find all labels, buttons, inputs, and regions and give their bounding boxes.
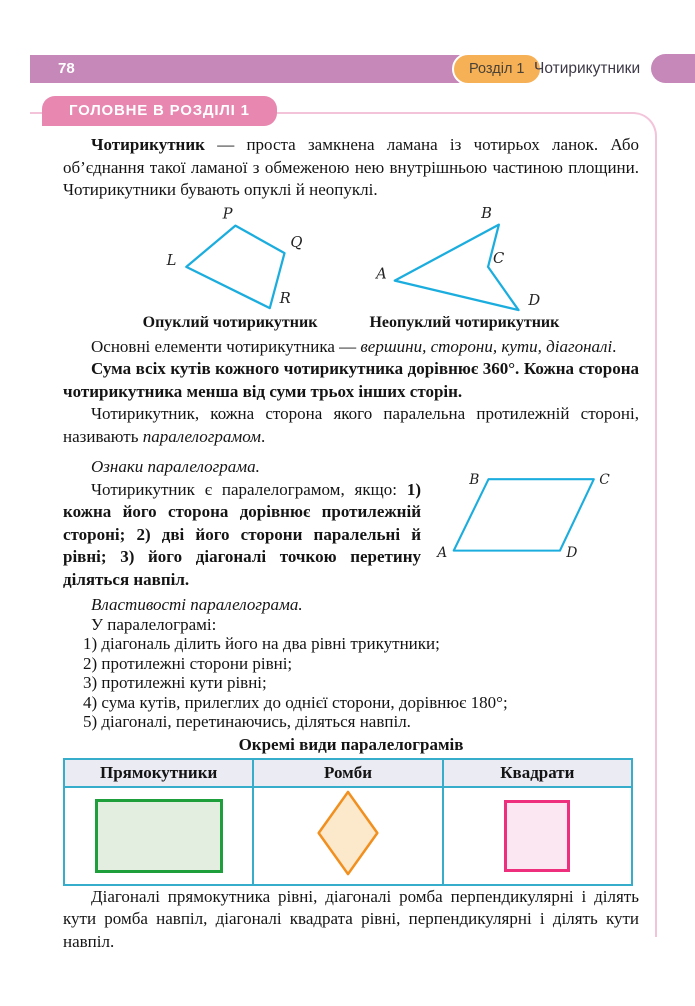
elements-tail: .	[612, 336, 617, 356]
signs-items: 1) кожна його сторона дорівнює протилежній стороні; 2) дві його сторони паралельні й рівні; 3) його діагоналі точкою перетину діляться навпіл.	[63, 479, 421, 589]
section-title-badge: ГОЛОВНЕ В РОЗДІЛІ 1	[42, 96, 277, 126]
closing-paragraph: Діагоналі прямокутника рівні, діагоналі ромба перпендикулярні і ділять кути ромба навпіл, діагоналі квадрата рівні, перпендикулярні і ділять кути навпіл.	[63, 886, 639, 951]
vertex-label-p: P	[222, 205, 233, 223]
convex-quadrilateral-figure	[143, 204, 318, 332]
property-item: 4) сума кутів, прилеглих до однієї сторони, дорівнює 180°;	[83, 692, 508, 712]
convex-figure-caption: Опуклий чотирикутник	[142, 313, 318, 331]
table-shapes-row	[64, 787, 632, 885]
square-shape	[504, 800, 570, 872]
square-cell	[443, 787, 632, 885]
content-area	[30, 114, 655, 953]
table-header-row	[64, 759, 632, 787]
signs-paragraph	[63, 479, 421, 592]
vertex-label-d: D	[566, 545, 578, 560]
properties-heading: Властивості паралелограма.	[91, 595, 303, 614]
property-item: 3) протилежні кути рівні;	[83, 673, 267, 692]
vertex-label-r: R	[279, 289, 291, 307]
signs-heading: Ознаки паралелограма.	[91, 457, 260, 476]
elements-terms: вершини, сторони, кути, діагоналі	[360, 336, 613, 356]
corner-decoration	[651, 54, 695, 83]
content-frame	[30, 112, 657, 951]
intro-term: Чотирикутник	[91, 135, 205, 154]
rectangle-cell	[64, 787, 253, 885]
parallelogram-definition-paragraph	[63, 403, 639, 448]
convex-quadrilateral-outline	[186, 225, 284, 308]
rhombus-shape	[312, 789, 384, 877]
chapter-name: Чотирикутники	[534, 60, 641, 77]
vertex-label-a: A	[437, 545, 448, 560]
table-title: Окремі види паралелограмів	[238, 734, 464, 754]
intro-paragraph	[63, 134, 639, 202]
page-number: 78	[58, 60, 75, 77]
properties-list	[63, 634, 639, 732]
intro-text: — проста замкнена ламана із чотирьох ланок. Або об’єднання такої ламаної з обмеженою нею внутрішньою частиною площини. Чотирикутники бувають опуклі й неопуклі.	[63, 135, 639, 199]
parallelogram-kinds-table	[63, 758, 633, 886]
rectangle-shape	[95, 799, 223, 873]
vertex-label-c: C	[493, 249, 505, 267]
definition-lead: Чотирикутник, кожна сторона якого паралельна протилежній стороні, називають	[63, 404, 639, 446]
vertex-label-c: C	[599, 471, 610, 488]
nonconvex-quadrilateral-drawing	[373, 204, 555, 314]
definition-tail: .	[260, 426, 266, 446]
rhombus-cell	[253, 787, 442, 885]
nonconvex-quadrilateral-figure	[369, 204, 559, 332]
property-item: 1) діагональ ділить його на два рівні трикутники;	[83, 634, 440, 653]
parallelogram-outline	[454, 479, 594, 550]
angle-sum-paragraph: Сума всіх кутів кожного чотирикутника дорівнює 360°. Кожна сторона чотирикутника менша від суми трьох інших сторін.	[63, 359, 639, 401]
rhombus-outline	[319, 792, 378, 874]
elements-lead: Основні елементи чотирикутника —	[91, 336, 361, 356]
chapter-badge: Розділ 1	[452, 53, 542, 85]
vertex-label-b: B	[469, 471, 480, 488]
properties-lead: У паралелограмі:	[91, 614, 217, 634]
signs-lead: Чотирикутник є паралелограмом, якщо:	[91, 479, 407, 499]
parallelogram-figure	[429, 468, 635, 560]
property-item: 2) протилежні сторони рівні;	[83, 653, 293, 673]
elements-paragraph	[63, 336, 639, 359]
page-number-bar	[30, 55, 472, 83]
column-header-rhombi: Ромби	[253, 759, 442, 787]
convex-quadrilateral-drawing	[144, 204, 316, 314]
definition-term: паралелограмом	[142, 426, 261, 446]
signs-text-column	[63, 456, 421, 591]
vertex-label-d: D	[528, 291, 541, 309]
vertex-label-l: L	[166, 251, 177, 269]
quadrilateral-figures-row	[63, 204, 639, 332]
column-header-rectangles: Прямокутники	[64, 759, 253, 787]
vertex-label-q: Q	[290, 233, 303, 251]
vertex-label-a: A	[376, 265, 388, 283]
vertex-label-b: B	[481, 204, 493, 222]
column-header-squares: Квадрати	[443, 759, 632, 787]
nonconvex-quadrilateral-outline	[395, 224, 519, 309]
parallelogram-properties-section	[63, 595, 639, 732]
nonconvex-figure-caption: Неопуклий чотирикутник	[369, 313, 560, 331]
property-item: 5) діагоналі, перетинаючись, діляться навпіл.	[83, 712, 411, 731]
parallelogram-signs-section	[63, 456, 639, 591]
